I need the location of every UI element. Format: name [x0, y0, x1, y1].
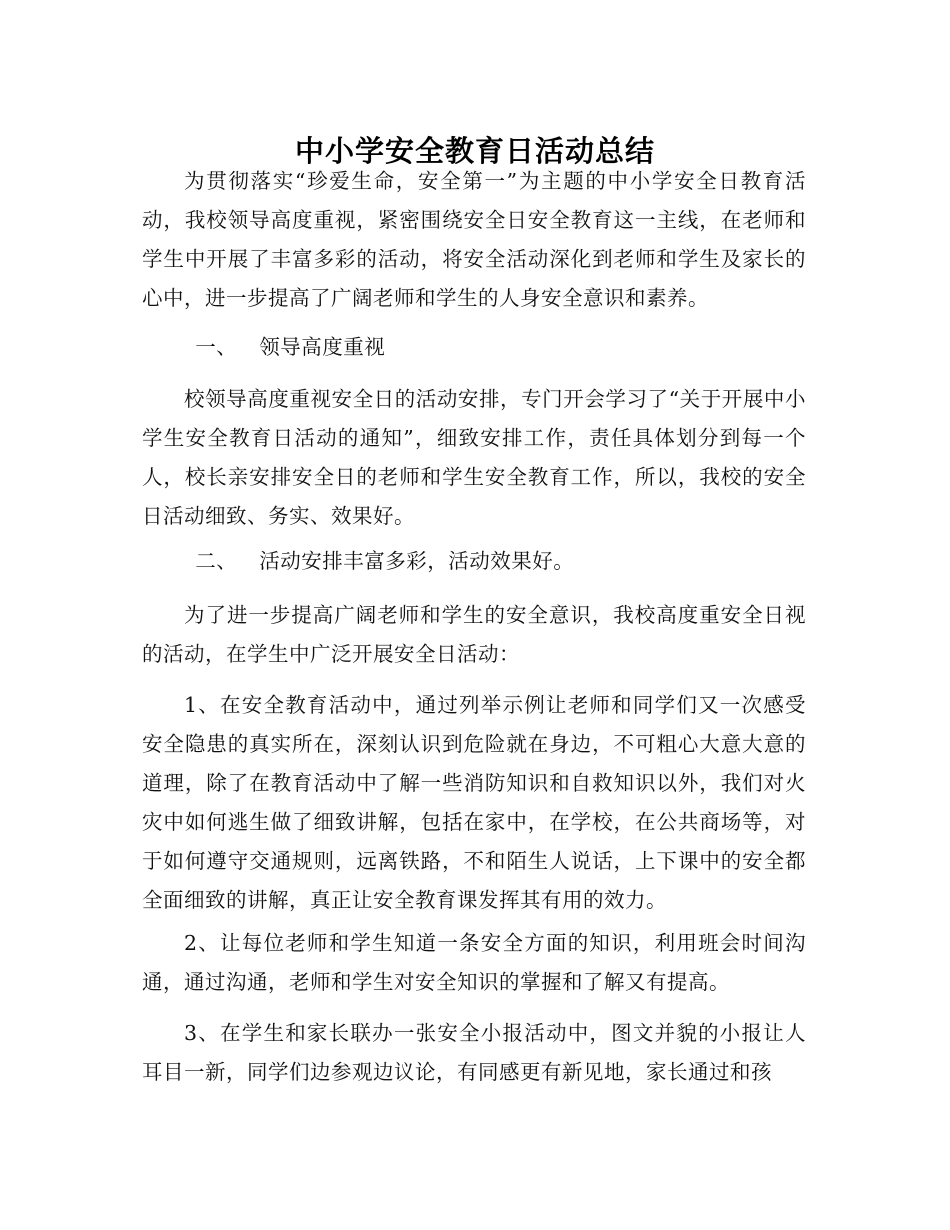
section-2-number: 二、 [195, 549, 238, 573]
section-1-number: 一、 [195, 335, 238, 359]
intro-paragraph: 为贯彻落实“珍爱生命，安全第一”为主题的中小学安全日教育活动，我校领导高度重视，紧密围绕安全日安全教育这一主线，在老师和学生中开展了丰富多彩的活动，将安全活动深化到老师和学生及家长的心中，进一步提高了广阔老师和学生的人身安全意识和素养。 [142, 169, 806, 310]
list-item-2: 2、让每位老师和学生知道一条安全方面的知识，利用班会时间沟通，通过沟通，老师和学生对安全知识的掌握和了解又有提高。 [142, 931, 806, 994]
list-item-1: 1、在安全教育活动中，通过列举示例让老师和同学们又一次感受安全隐患的真实所在，深刻认识到危险就在身边，不可粗心大意大意的道理，除了在教育活动中了解一些消防知识和自救知识以外，我们对火灾中如何逃生做了细致讲解，包括在家中，在学校，在公共商场等，对于如何遵守交通规则，远离铁路，不和陌生人说话，上下课中的安全都全面细致的讲解，真正让安全教育课发挥其有用的效力。 [142, 693, 806, 912]
section-2-intro: 为了进一步提高广阔老师和学生的安全意识，我校高度重安全日视的活动，在学生中广泛开展安全日活动： [142, 603, 806, 666]
section-1-heading [142, 328, 806, 367]
section-2-heading [142, 542, 806, 581]
section-2-title: 活动安排丰富多彩，活动效果好。 [259, 549, 575, 573]
list-item-3: 3、在学生和家长联办一张安全小报活动中，图文并貌的小报让人耳目一新，同学们边参观边议论，有同感更有新见地，家长通过和孩 [142, 1021, 806, 1084]
section-1-body: 校领导高度重视安全日的活动安排，专门开会学习了“关于开展中小学生安全教育日活动的通知”，细致安排工作，责任具体划分到每一个人，校长亲安排安全日的老师和学生安全教育工作，所以，我校的安全日活动细致、务实、效果好。 [142, 387, 806, 528]
section-1-title: 领导高度重视 [259, 335, 386, 359]
document-title: 中小学安全教育日活动总结 [294, 134, 655, 169]
